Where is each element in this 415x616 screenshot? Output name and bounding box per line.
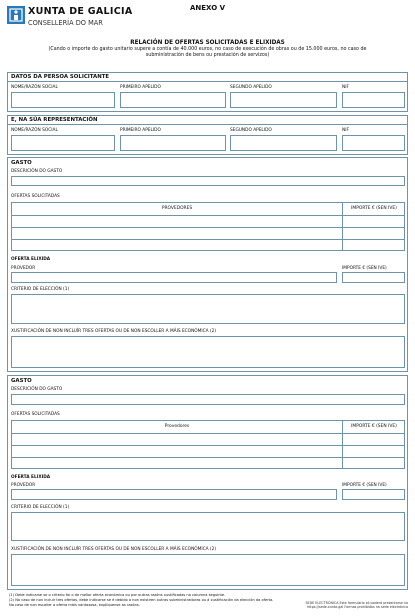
chosen-amount-label: IMPORTE € (SEN IVE)	[342, 266, 387, 271]
chosen-amount-field[interactable]	[342, 272, 405, 283]
stamp-line-1: SEDE ELECTRÓNICA Este formulario só poderá presentarse na	[305, 601, 408, 605]
applicant-nif-label: NIF	[342, 85, 349, 90]
offer-row-1-provider[interactable]	[12, 433, 341, 444]
representative-heading: E, NA SÚA REPRESENTACIÓN	[11, 117, 98, 123]
form-subtitle: (Cando o importe do gasto unitario supere a contía de 40.000 euros, no caso de execución de obras ou de 15.000 euros, no caso de subministración de bens ou prestación de servizos)	[48, 47, 367, 59]
offers-label: OFERTAS SOLICITADAS	[11, 194, 60, 199]
rep-surname2-label: SEGUNDO APELIDO	[230, 128, 272, 133]
description-field[interactable]	[11, 176, 405, 186]
department-name: CONSELLERÍA DO MAR	[28, 19, 103, 27]
footnote-2: (2) No caso de non incluír tres ofertas, debe indicarse se é debido a non existiren outras subministradoras ou á xustificación da elección da oferta. No caso de non escoller a oferta máis vantaxosa, explíquense as razóns.	[9, 598, 274, 607]
rep-surname1-field[interactable]	[120, 135, 226, 151]
applicant-section	[7, 72, 408, 112]
chosen-amount-label: IMPORTE € (SEN IVE)	[342, 483, 387, 488]
criteria-field[interactable]	[11, 294, 405, 324]
chosen-offer-label: OFERTA ELIXIDA	[11, 257, 51, 262]
applicant-surname1-field[interactable]	[120, 92, 226, 108]
provider-label: PROVEDOR	[11, 266, 36, 271]
rep-name-label: NOME/RAZÓN SOCIAL	[11, 128, 58, 133]
criteria-label: CRITERIO DE ELECCIÓN (1)	[11, 505, 70, 510]
applicant-surname2-field[interactable]	[230, 92, 337, 108]
rep-nif-label: NIF	[342, 128, 349, 133]
justification-field[interactable]	[11, 336, 405, 368]
criteria-label: CRITERIO DE ELECCIÓN (1)	[11, 287, 70, 292]
amount-column-header: IMPORTE € (SEN IVE)	[351, 206, 397, 211]
sede-electronica-stamp	[283, 601, 408, 609]
brand-name: XUNTA DE GALICIA	[28, 6, 133, 17]
description-field[interactable]	[11, 394, 405, 405]
providers-column-header: Provedores	[164, 424, 190, 429]
applicant-name-label: NOME/RAZÓN SOCIAL	[11, 85, 58, 90]
applicant-name-field[interactable]	[11, 92, 115, 108]
justification-field[interactable]	[11, 554, 405, 586]
offer-row-3-provider[interactable]	[12, 457, 341, 468]
chosen-offer-label: OFERTA ELIXIDA	[11, 475, 51, 480]
offer-row-1-provider[interactable]	[12, 215, 341, 226]
applicant-surname2-label: SEGUNDO APELIDO	[230, 85, 272, 90]
amount-column-header: IMPORTE € (SEN IVE)	[351, 424, 397, 429]
applicant-heading: DATOS DA PERSOA SOLICITANTE	[11, 74, 110, 80]
rep-name-field[interactable]	[11, 135, 115, 151]
applicant-nif-field[interactable]	[342, 92, 405, 108]
rep-nif-field[interactable]	[342, 135, 405, 151]
offers-label: OFERTAS SOLICITADAS	[11, 412, 60, 417]
rep-surname1-label: PRIMEIRO APELIDO	[120, 128, 161, 133]
description-label: DESCRICIÓN DO GASTO	[11, 169, 63, 174]
justification-label: XUSTIFICACIÓN DE NON INCLUÍR TRES OFERTAS OU DE NON ESCOLLER A MÁIS ECONÓMICA (2)	[11, 329, 217, 334]
chosen-provider-field[interactable]	[11, 272, 337, 283]
applicant-surname1-label: PRIMEIRO APELIDO	[120, 85, 161, 90]
rep-surname2-field[interactable]	[230, 135, 337, 151]
criteria-field[interactable]	[11, 512, 405, 541]
stamp-line-2: https://sede.xunta.gal Formas prohibidas na sede electrónica	[307, 605, 408, 610]
provider-label: PROVEDOR	[11, 483, 36, 488]
expense-section-2	[7, 375, 408, 590]
expense-heading: GASTO	[11, 160, 32, 166]
offer-row-2-provider[interactable]	[12, 227, 341, 238]
footnote-1: (1) Debe indicarse se o criterio foi o de mellor oferta económica ou por outras razóns xustificadas na columna seguinte.	[9, 593, 226, 597]
expense-section-1	[7, 157, 408, 372]
representative-section	[7, 115, 408, 155]
offer-row-2-provider[interactable]	[12, 445, 341, 456]
annex-label: ANEXO V	[189, 4, 225, 12]
offer-row-3-provider[interactable]	[12, 239, 341, 250]
chosen-provider-field[interactable]	[11, 489, 337, 500]
chosen-amount-field[interactable]	[342, 489, 405, 500]
expense-heading: GASTO	[11, 378, 32, 384]
providers-column-header: PROVEDORES	[161, 206, 193, 211]
description-label: DESCRICIÓN DO GASTO	[11, 387, 63, 392]
justification-label: XUSTIFICACIÓN DE NON INCLUÍR TRES OFERTAS OU DE NON ESCOLLER A MÁIS ECONÓMICA (2)	[11, 547, 217, 552]
form-title: RELACIÓN DE OFERTAS SOLICITADAS E ELIXIDAS	[130, 40, 285, 46]
